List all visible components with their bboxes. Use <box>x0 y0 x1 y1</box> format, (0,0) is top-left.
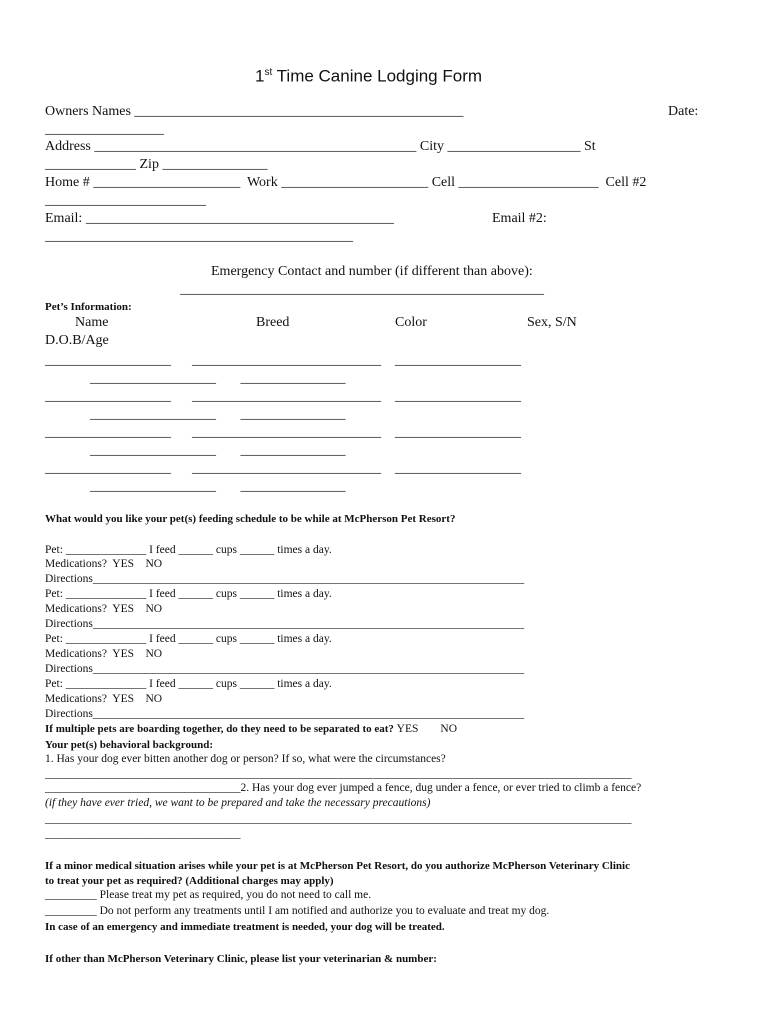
separate-eating-label: If multiple pets are boarding together, do they need to be separated to eat? <box>45 723 397 735</box>
pet-row-4-fields[interactable]: __________________ ___________________________ __________________ <box>45 461 521 476</box>
pet-row-3-fields-2[interactable]: __________________ _______________ <box>90 443 346 458</box>
pets-col-name: Name <box>75 315 109 330</box>
title-text: Time Canine Lodging Form <box>272 66 483 86</box>
emergency-contact-label: Emergency Contact and number (if different than above): <box>211 264 533 279</box>
pets-col-dob: D.O.B/Age <box>45 333 109 348</box>
phone-fields[interactable]: Home # _____________________ Work _____________________ Cell ____________________ Cell #2 <box>45 175 647 190</box>
medical-question-line-2: to treat your pet as required? (Additional charges may apply) <box>45 875 334 887</box>
title-ordinal-suffix: st <box>264 67 273 78</box>
pet-row-4-fields-2[interactable]: __________________ _______________ <box>90 479 346 494</box>
medical-question-line-1: If a minor medical situation arises while your pet is at McPherson Pet Resort, do you authorize McPherson Veterinary Clinic <box>45 860 630 872</box>
fence-note: (if they have ever tried, we want to be prepared and take the necessary precautions) <box>45 797 431 809</box>
email2-label: Email #2: <box>492 211 547 226</box>
date-label: Date: <box>668 104 699 119</box>
fence-answer-field-2[interactable]: __________________________________ <box>45 828 241 840</box>
title-ordinal: 1 <box>255 66 265 86</box>
directions-4[interactable]: Directions___________________________________________________________________________ <box>45 708 525 720</box>
email2-field[interactable]: ____________________________________________ <box>45 229 353 244</box>
feeding-question: What would you like your pet(s) feeding schedule to be while at McPherson Pet Resort? <box>45 513 456 525</box>
separate-eating-no[interactable]: NO <box>440 723 458 735</box>
fence-answer-field[interactable]: ______________________________________________________________________________________________________ <box>45 813 632 825</box>
emergency-treatment-note: In case of an emergency and immediate treatment is needed, your dog will be treated. <box>45 921 445 933</box>
form-title <box>255 65 482 85</box>
emergency-contact-field[interactable]: ____________________________________________________ <box>180 282 544 297</box>
directions-2[interactable]: Directions___________________________________________________________________________ <box>45 618 525 630</box>
directions-1[interactable]: Directions___________________________________________________________________________ <box>45 573 525 585</box>
pet-row-2-fields-2[interactable]: __________________ _______________ <box>90 407 346 422</box>
zip-field[interactable]: _____________ Zip _______________ <box>45 157 268 172</box>
behavior-heading: Your pet(s) behavioral background: <box>45 739 213 751</box>
bite-question: 1. Has your dog ever bitten another dog or person? If so, what were the circumstances? <box>45 753 446 765</box>
feeding-pet-1[interactable]: Pet: ______________ I feed ______ cups ______ times a day. <box>45 544 332 556</box>
cell2-field[interactable]: _______________________ <box>45 193 206 208</box>
pet-row-1-fields[interactable]: __________________ ___________________________ __________________ <box>45 353 521 368</box>
fence-question: __________________________________2. Has your dog ever jumped a fence, dug under a fence, or ever tried to climb a fence? <box>45 782 642 794</box>
pets-col-color: Color <box>395 315 427 330</box>
date-field[interactable]: _________________ <box>45 122 164 137</box>
medical-option-treat[interactable]: _________ Please treat my pet as required, you do not need to call me. <box>45 889 372 901</box>
medications-2[interactable]: Medications? YES NO <box>45 603 163 615</box>
bite-answer-field[interactable]: ______________________________________________________________________________________________________ <box>45 768 632 780</box>
medications-1[interactable]: Medications? YES NO <box>45 558 163 570</box>
pet-row-3-fields[interactable]: __________________ ___________________________ __________________ <box>45 425 521 440</box>
medications-4[interactable]: Medications? YES NO <box>45 693 163 705</box>
feeding-pet-2[interactable]: Pet: ______________ I feed ______ cups ______ times a day. <box>45 588 332 600</box>
address-field[interactable]: Address ______________________________________________ City ___________________ St <box>45 139 596 154</box>
pet-row-1-fields-2[interactable]: __________________ _______________ <box>90 371 346 386</box>
other-vet-question: If other than McPherson Veterinary Clinic, please list your veterinarian & number: <box>45 953 437 965</box>
owners-names-field[interactable]: Owners Names _______________________________________________ <box>45 104 464 119</box>
pets-col-breed: Breed <box>256 315 290 330</box>
separate-eating-yes[interactable]: YES <box>396 723 419 735</box>
separate-eating-question <box>45 721 457 737</box>
directions-3[interactable]: Directions___________________________________________________________________________ <box>45 663 525 675</box>
feeding-pet-4[interactable]: Pet: ______________ I feed ______ cups ______ times a day. <box>45 678 332 690</box>
feeding-pet-3[interactable]: Pet: ______________ I feed ______ cups ______ times a day. <box>45 633 332 645</box>
medical-option-notify[interactable]: _________ Do not perform any treatments until I am notified and authorize you to evaluate and treat my dog. <box>45 905 550 917</box>
medications-3[interactable]: Medications? YES NO <box>45 648 163 660</box>
pets-col-sex: Sex, S/N <box>527 315 577 330</box>
pet-row-2-fields[interactable]: __________________ ___________________________ __________________ <box>45 389 521 404</box>
pets-heading: Pet’s Information: <box>45 301 132 313</box>
email-field[interactable]: Email: ____________________________________________ <box>45 211 394 226</box>
